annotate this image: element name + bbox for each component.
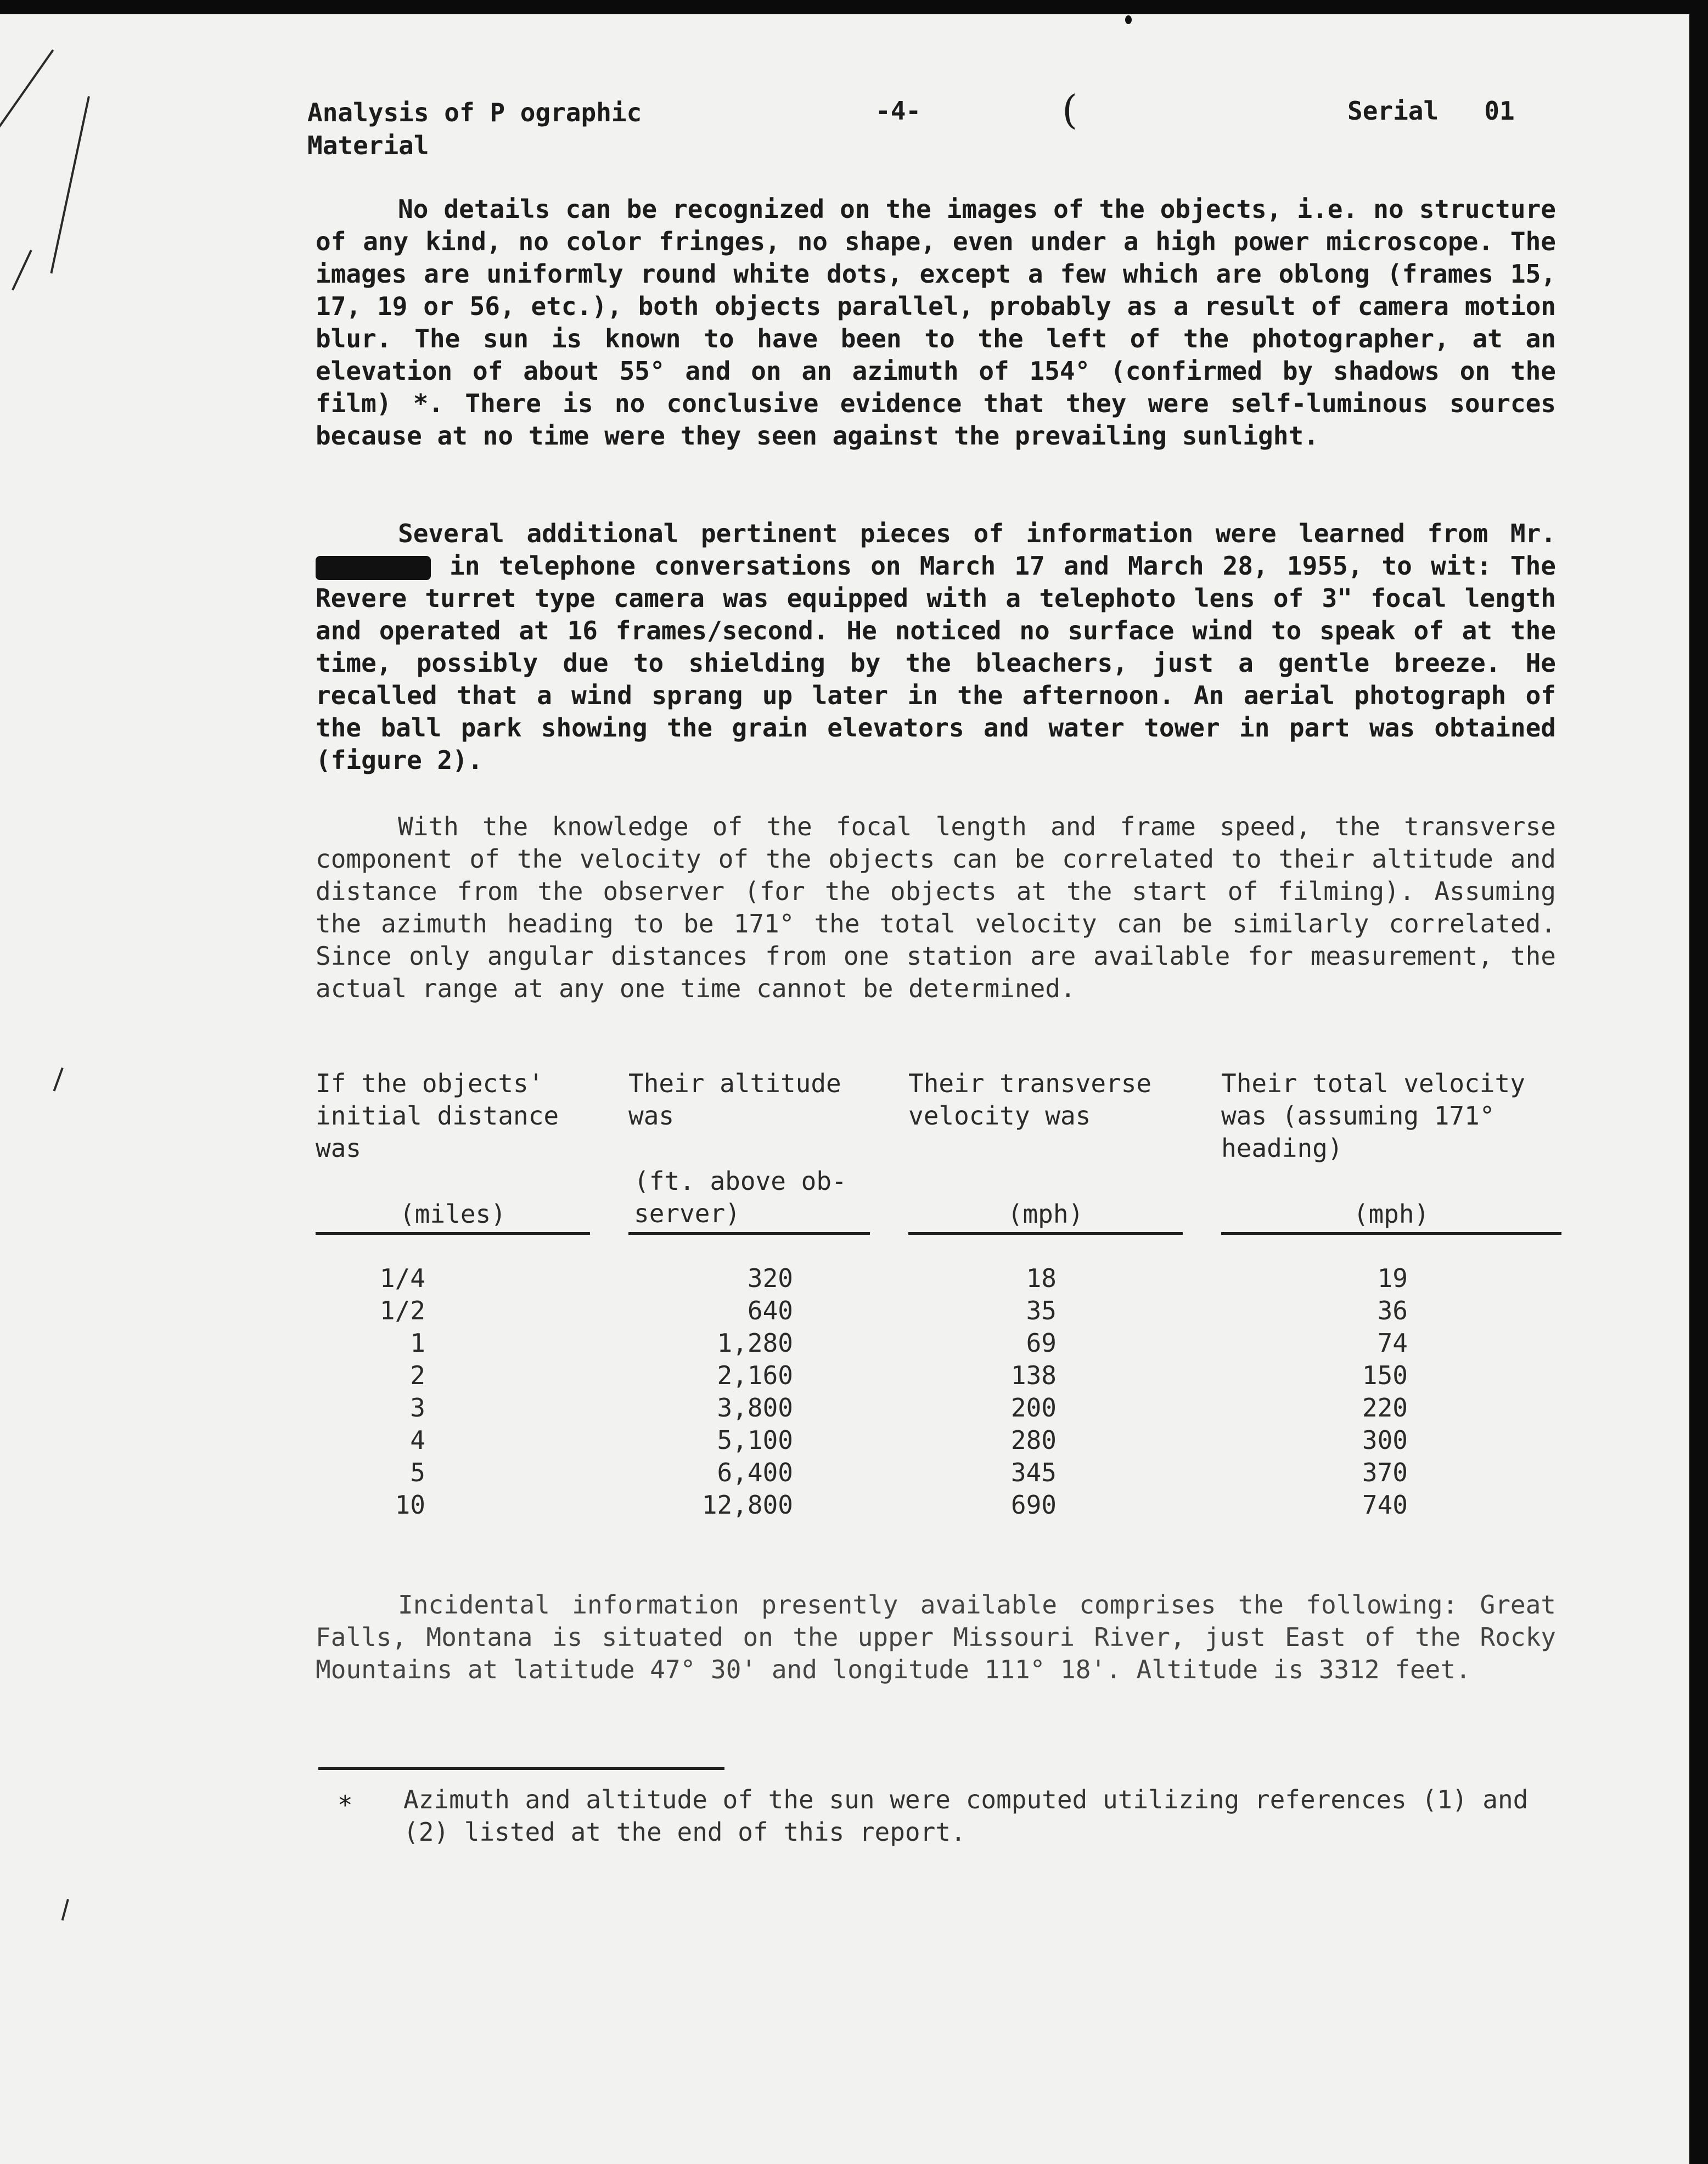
cell-transverse-velocity: 200 — [1010, 1393, 1057, 1423]
cell-total-velocity: 370 — [1362, 1458, 1408, 1487]
cell-distance: 1/2 — [379, 1296, 425, 1325]
header-rule — [316, 1232, 590, 1235]
film-speck — [1125, 15, 1132, 24]
cell-total-velocity: 300 — [1362, 1425, 1408, 1455]
cell-distance: 5 — [410, 1458, 425, 1487]
header-distance: If the objects' initial distance was — [316, 1069, 559, 1163]
cell-total-velocity: 220 — [1362, 1393, 1408, 1423]
margin-scratch — [53, 1067, 64, 1092]
table-row — [316, 1359, 1561, 1392]
cell-altitude: 5,100 — [717, 1425, 793, 1455]
cell-total-velocity: 19 — [1377, 1263, 1408, 1293]
cell-distance: 3 — [410, 1393, 425, 1423]
table-row — [316, 1424, 1561, 1457]
cell-altitude: 320 — [747, 1263, 793, 1293]
footnote-rule — [318, 1767, 724, 1770]
cell-total-velocity: 74 — [1377, 1328, 1408, 1358]
cell-transverse-velocity: 280 — [1010, 1425, 1057, 1455]
cell-altitude: 3,800 — [717, 1393, 793, 1423]
header-total-velocity: Their total velocity was (assuming 171° heading) — [1221, 1069, 1525, 1163]
paragraph-velocity-correlation: With the knowledge of the focal length and frame speed, the transverse component of the velocity of the objects can be correlated to their altitude and distance from the observer (for the objects at the start of filming). Assuming the azimuth heading to be 171° the total velocity can be similarly correlated. Since only angular distances from one station are available for measurement, the actual range at any one time cannot be determined. — [316, 812, 1556, 1003]
cell-altitude: 2,160 — [717, 1361, 793, 1390]
cell-distance: 1 — [410, 1328, 425, 1358]
table-row — [316, 1392, 1561, 1424]
cell-altitude: 640 — [747, 1296, 793, 1325]
redacted-name — [316, 556, 431, 580]
cell-altitude: 12,800 — [701, 1490, 793, 1520]
unit-distance: (miles) — [400, 1199, 506, 1229]
p2-text-start: Several additional pertinent pieces of information were learned from Mr. — [398, 519, 1556, 548]
header-altitude: Their altitude was — [628, 1069, 841, 1131]
cell-transverse-velocity: 345 — [1010, 1458, 1057, 1487]
cell-transverse-velocity: 690 — [1010, 1490, 1057, 1520]
paragraph-additional-info — [316, 518, 1556, 777]
cell-altitude: 1,280 — [717, 1328, 793, 1358]
cell-distance: 10 — [395, 1490, 425, 1520]
document-title: Analysis of P ographic Material — [307, 98, 642, 160]
table-row — [316, 1295, 1561, 1327]
table-row — [316, 1327, 1561, 1359]
header-rule — [628, 1232, 870, 1235]
cell-total-velocity: 150 — [1362, 1361, 1408, 1390]
cell-distance: 1/4 — [379, 1263, 425, 1293]
cell-transverse-velocity: 18 — [1026, 1263, 1057, 1293]
header-rule — [1221, 1232, 1561, 1235]
paragraph-image-details: No details can be recognized on the images of the objects, i.e. no structure of any kind, no color fringes, no shape, even under a high power microscope. The images are uniformly round white dots, except a few which are oblong (frames 15, 17, 19 or 56, etc.), both objects parallel, probably as a result of camera motion blur. The sun is known to have been to the left of the photographer, at an elevation of about 55° and on an azimuth of 154° (confirmed by shadows on the film) *. There is no conclusive evidence that they were self-luminous sources because at no time were they seen against the prevailing sunlight. — [316, 194, 1556, 451]
unit-altitude: (ft. above ob- server) — [634, 1166, 847, 1228]
margin-scratch — [0, 49, 54, 132]
film-right-border — [1689, 0, 1708, 2164]
margin-scratch — [61, 1899, 69, 1921]
paragraph-incidental-info: Incidental information presently available comprises the following: Great Falls, Montana is situated on the upper Missouri River, just East of the Rocky Mountains at latitude 47° 30' and longitude 111° 18'. Altitude is 3312 feet. — [316, 1590, 1556, 1684]
margin-scratch — [12, 250, 32, 290]
p2-text-end: in telephone conversations on March 17 and March 28, 1955, to wit: The Revere turret type camera was equipped with a telephoto lens of 3" focal length and operated at 16 frames/second. He noticed no surface wind to speak of at the time, possibly due to shielding by the bleachers, just a gentle breeze. He recalled that a wind sprang up later in the afternoon. An aerial photograph of the ball park showing the grain elevators and water tower in part was obtained (figure 2). — [316, 551, 1556, 775]
paren-mark: ( — [1062, 87, 1078, 133]
header-transverse-velocity: Their transverse velocity was — [908, 1069, 1152, 1131]
table-body — [316, 1262, 1561, 1521]
table-row — [316, 1457, 1561, 1489]
footnote-text: Azimuth and altitude of the sun were computed utilizing references (1) and (2) listed at the end of this report. — [403, 1785, 1529, 1847]
table-row — [316, 1262, 1561, 1295]
header-rule — [908, 1232, 1183, 1235]
unit-transverse-velocity: (mph) — [1007, 1199, 1084, 1229]
footnote-marker: * — [338, 1790, 353, 1820]
cell-distance: 2 — [410, 1361, 425, 1390]
cell-transverse-velocity: 138 — [1010, 1361, 1057, 1390]
cell-distance: 4 — [410, 1425, 425, 1455]
unit-total-velocity: (mph) — [1353, 1199, 1430, 1229]
cell-total-velocity: 740 — [1362, 1490, 1408, 1520]
page-number: -4- — [875, 96, 922, 126]
film-top-border — [0, 0, 1708, 14]
margin-scratch — [50, 96, 90, 274]
cell-total-velocity: 36 — [1377, 1296, 1408, 1325]
cell-transverse-velocity: 69 — [1026, 1328, 1057, 1358]
cell-transverse-velocity: 35 — [1026, 1296, 1057, 1325]
cell-altitude: 6,400 — [717, 1458, 793, 1487]
serial-number: Serial 01 — [1347, 96, 1515, 126]
table-row — [316, 1489, 1561, 1521]
